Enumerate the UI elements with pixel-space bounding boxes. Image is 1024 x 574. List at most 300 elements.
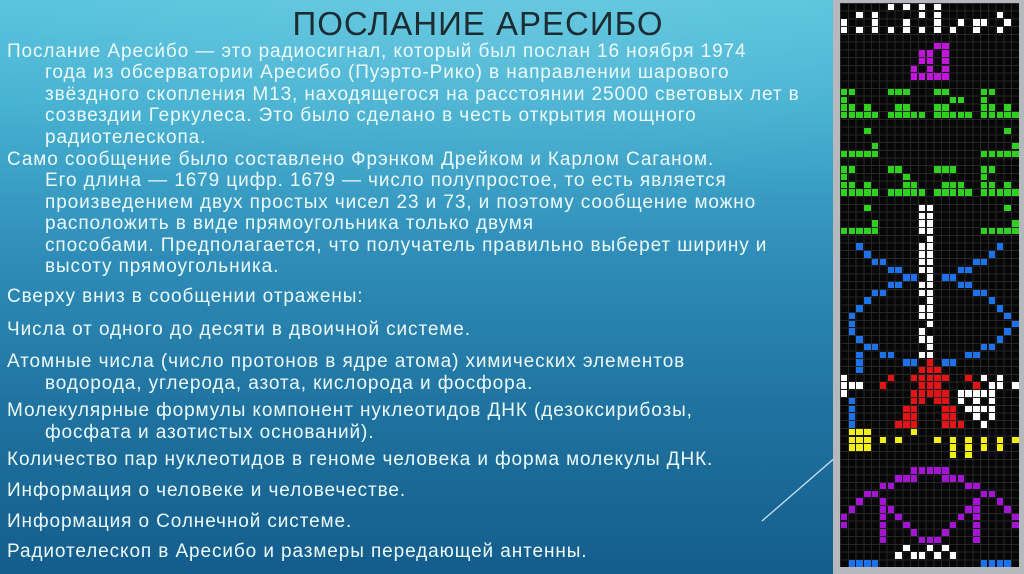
message-pixel xyxy=(849,182,855,188)
message-pixel xyxy=(895,282,901,288)
message-pixel xyxy=(872,151,878,157)
arecibo-message-image xyxy=(833,0,1024,574)
message-pixel xyxy=(965,452,971,458)
message-pixel xyxy=(1004,313,1010,319)
message-pixel xyxy=(841,27,847,33)
message-pixel xyxy=(919,390,925,396)
message-pixel xyxy=(849,328,855,334)
message-pixel xyxy=(919,259,925,265)
message-pixel xyxy=(919,243,925,249)
message-pixel xyxy=(965,444,971,450)
message-pixel xyxy=(864,128,870,134)
message-pixel xyxy=(927,290,933,296)
message-pixel xyxy=(903,27,909,33)
message-pixel xyxy=(927,359,933,365)
message-pixel xyxy=(942,390,948,396)
message-pixel xyxy=(927,228,933,234)
paragraph-6 xyxy=(7,400,837,443)
message-pixel xyxy=(903,475,909,481)
message-pixel xyxy=(864,437,870,443)
message-pixel xyxy=(927,205,933,211)
message-pixel xyxy=(1004,19,1010,25)
message-pixel xyxy=(841,166,847,172)
message-pixel xyxy=(942,182,948,188)
message-pixel xyxy=(950,166,956,172)
message-pixel xyxy=(849,228,855,234)
message-pixel xyxy=(927,375,933,381)
message-pixel xyxy=(997,382,1003,388)
message-pixel xyxy=(927,73,933,79)
message-pixel xyxy=(841,390,847,396)
message-pixel xyxy=(911,467,917,473)
paragraph-5 xyxy=(7,351,837,394)
message-pixel xyxy=(911,66,917,72)
message-pixel xyxy=(888,267,894,273)
message-pixel xyxy=(919,213,925,219)
message-pixel xyxy=(997,305,1003,311)
message-pixel xyxy=(911,274,917,280)
message-pixel xyxy=(927,313,933,319)
message-pixel xyxy=(997,560,1003,566)
message-pixel xyxy=(1004,189,1010,195)
message-pixel xyxy=(872,344,878,350)
message-pixel xyxy=(965,390,971,396)
message-pixel xyxy=(989,406,995,412)
message-pixel xyxy=(950,413,956,419)
message-pixel xyxy=(981,344,987,350)
message-pixel xyxy=(919,537,925,543)
message-pixel xyxy=(997,437,1003,443)
slide-body xyxy=(7,41,837,572)
message-pixel xyxy=(903,104,909,110)
message-pixel xyxy=(989,166,995,172)
message-pixel xyxy=(981,375,987,381)
message-pixel xyxy=(1012,321,1018,327)
message-pixel xyxy=(888,166,894,172)
message-pixel xyxy=(864,182,870,188)
message-pixel xyxy=(934,375,940,381)
message-pixel xyxy=(973,522,979,528)
message-pixel xyxy=(950,182,956,188)
paragraph-1 xyxy=(7,41,837,148)
message-pixel xyxy=(903,189,909,195)
message-pixel xyxy=(856,352,862,358)
message-pixel xyxy=(856,112,862,118)
paragraph-2-line-2: Его длина — 1679 цифр. 1679 — число полупростое, то есть является xyxy=(45,170,727,192)
message-pixel xyxy=(942,413,948,419)
message-pixel xyxy=(919,4,925,10)
message-pixel xyxy=(989,89,995,95)
message-pixel xyxy=(1004,560,1010,566)
message-pixel xyxy=(981,97,987,103)
message-pixel xyxy=(950,359,956,365)
message-pixel xyxy=(919,58,925,64)
message-pixel xyxy=(841,522,847,528)
message-pixel xyxy=(934,390,940,396)
message-pixel xyxy=(927,267,933,273)
message-pixel xyxy=(864,344,870,350)
message-pixel xyxy=(942,359,948,365)
message-pixel xyxy=(958,112,964,118)
message-pixel xyxy=(965,282,971,288)
message-pixel xyxy=(1012,522,1018,528)
message-pixel xyxy=(880,290,886,296)
message-pixel xyxy=(919,313,925,319)
message-pixel xyxy=(973,382,979,388)
message-pixel xyxy=(919,27,925,33)
message-pixel xyxy=(849,112,855,118)
message-pixel xyxy=(872,143,878,149)
message-pixel xyxy=(981,104,987,110)
message-pixel xyxy=(856,382,862,388)
message-pixel xyxy=(911,406,917,412)
message-pixel xyxy=(989,251,995,257)
message-pixel xyxy=(997,336,1003,342)
message-pixel xyxy=(927,367,933,373)
message-pixel xyxy=(872,19,878,25)
message-pixel xyxy=(849,166,855,172)
paragraph-1-line-1: Послание Ареси́бо — это радиосигнал, который был послан 16 ноября 1974 xyxy=(7,41,747,62)
message-pixel xyxy=(927,66,933,72)
message-pixel xyxy=(989,344,995,350)
message-pixel xyxy=(903,522,909,528)
message-pixel xyxy=(950,444,956,450)
message-pixel xyxy=(903,19,909,25)
message-pixel xyxy=(880,537,886,543)
message-pixel xyxy=(934,19,940,25)
message-pixel xyxy=(888,282,894,288)
message-pixel xyxy=(888,4,894,10)
message-pixel xyxy=(856,12,862,18)
message-pixel xyxy=(950,27,956,33)
message-pixel xyxy=(903,182,909,188)
message-pixel xyxy=(927,382,933,388)
paragraph-6-line-2: фосфата и азотистых оснований). xyxy=(45,421,375,443)
message-pixel xyxy=(942,375,948,381)
message-pixel xyxy=(942,545,948,551)
message-pixel xyxy=(958,390,964,396)
message-pixel xyxy=(864,429,870,435)
message-pixel xyxy=(973,27,979,33)
message-pixel xyxy=(872,189,878,195)
message-pixel xyxy=(981,560,987,566)
message-pixel xyxy=(849,560,855,566)
message-pixel xyxy=(895,552,901,558)
message-pixel xyxy=(895,267,901,273)
message-pixel xyxy=(934,398,940,404)
arecibo-pixel-grid xyxy=(840,3,1019,567)
message-pixel xyxy=(895,89,901,95)
message-pixel xyxy=(950,522,956,528)
message-pixel xyxy=(942,475,948,481)
message-pixel xyxy=(880,437,886,443)
message-pixel xyxy=(888,112,894,118)
message-pixel xyxy=(973,406,979,412)
message-pixel xyxy=(903,406,909,412)
message-pixel xyxy=(888,189,894,195)
message-pixel xyxy=(927,259,933,265)
message-pixel xyxy=(965,352,971,358)
message-pixel xyxy=(958,267,964,273)
message-pixel xyxy=(1004,182,1010,188)
message-pixel xyxy=(927,50,933,56)
paragraph-3-line-1: Сверху вниз в сообщении отражены: xyxy=(7,286,364,308)
message-pixel xyxy=(934,367,940,373)
message-pixel xyxy=(934,467,940,473)
message-pixel xyxy=(965,375,971,381)
message-pixel xyxy=(981,444,987,450)
message-pixel xyxy=(981,491,987,497)
message-pixel xyxy=(841,382,847,388)
message-pixel xyxy=(856,437,862,443)
message-pixel xyxy=(965,267,971,273)
message-pixel xyxy=(849,321,855,327)
message-pixel xyxy=(927,352,933,358)
message-pixel xyxy=(1004,128,1010,134)
message-pixel xyxy=(989,413,995,419)
message-pixel xyxy=(919,50,925,56)
message-pixel xyxy=(895,437,901,443)
message-pixel xyxy=(841,182,847,188)
paragraph-2-line-1: Само сообщение было составлено Фрэнком Дрейком и Карлом Саганом. xyxy=(7,149,715,171)
message-pixel xyxy=(895,475,901,481)
message-pixel xyxy=(981,174,987,180)
message-pixel xyxy=(919,205,925,211)
message-pixel xyxy=(895,514,901,520)
message-pixel xyxy=(919,228,925,234)
message-pixel xyxy=(864,251,870,257)
message-pixel xyxy=(919,305,925,311)
message-pixel xyxy=(911,398,917,404)
message-pixel xyxy=(965,483,971,489)
message-pixel xyxy=(888,506,894,512)
paragraph-1-line-2: года из обсерватории Аресибо (Пуэрто-Рико) в направлении шарового xyxy=(45,62,730,84)
message-pixel xyxy=(872,290,878,296)
message-pixel xyxy=(1004,228,1010,234)
message-pixel xyxy=(934,189,940,195)
message-pixel xyxy=(888,27,894,33)
paragraph-2-line-4: расположить в виде прямоугольника только двумя xyxy=(45,213,534,235)
message-pixel xyxy=(973,352,979,358)
message-pixel xyxy=(919,328,925,334)
message-pixel xyxy=(903,545,909,551)
message-pixel xyxy=(989,382,995,388)
message-pixel xyxy=(1004,205,1010,211)
message-pixel xyxy=(841,112,847,118)
message-pixel xyxy=(856,336,862,342)
message-pixel xyxy=(927,344,933,350)
message-pixel xyxy=(934,437,940,443)
message-pixel xyxy=(950,406,956,412)
message-pixel xyxy=(911,182,917,188)
message-pixel xyxy=(997,27,1003,33)
message-pixel xyxy=(849,413,855,419)
message-pixel xyxy=(997,228,1003,234)
message-pixel xyxy=(864,491,870,497)
message-pixel xyxy=(895,166,901,172)
message-pixel xyxy=(919,336,925,342)
message-pixel xyxy=(989,560,995,566)
message-pixel xyxy=(942,529,948,535)
message-pixel xyxy=(919,375,925,381)
message-pixel xyxy=(856,27,862,33)
message-pixel xyxy=(927,243,933,249)
message-pixel xyxy=(849,506,855,512)
message-pixel xyxy=(841,375,847,381)
message-pixel xyxy=(903,359,909,365)
message-pixel xyxy=(934,112,940,118)
message-pixel xyxy=(911,429,917,435)
message-pixel xyxy=(911,475,917,481)
message-pixel xyxy=(888,352,894,358)
message-pixel xyxy=(997,444,1003,450)
message-pixel xyxy=(958,421,964,427)
message-pixel xyxy=(872,491,878,497)
message-pixel xyxy=(1004,506,1010,512)
message-pixel xyxy=(872,220,878,226)
message-pixel xyxy=(973,413,979,419)
message-pixel xyxy=(1012,437,1018,443)
message-pixel xyxy=(895,189,901,195)
message-pixel xyxy=(934,166,940,172)
message-pixel xyxy=(864,151,870,157)
message-pixel xyxy=(942,104,948,110)
message-pixel xyxy=(973,498,979,504)
message-pixel xyxy=(934,537,940,543)
message-pixel xyxy=(919,267,925,273)
message-pixel xyxy=(895,104,901,110)
message-pixel xyxy=(934,12,940,18)
message-pixel xyxy=(973,290,979,296)
message-pixel xyxy=(942,43,948,49)
message-pixel xyxy=(880,522,886,528)
message-pixel xyxy=(856,305,862,311)
paragraph-8 xyxy=(7,480,837,501)
message-pixel xyxy=(950,475,956,481)
message-pixel xyxy=(989,151,995,157)
message-pixel xyxy=(981,166,987,172)
message-pixel xyxy=(919,12,925,18)
message-pixel xyxy=(927,251,933,257)
message-pixel xyxy=(989,390,995,396)
message-pixel xyxy=(934,382,940,388)
message-pixel xyxy=(841,19,847,25)
message-pixel xyxy=(927,213,933,219)
message-pixel xyxy=(927,282,933,288)
message-pixel xyxy=(849,189,855,195)
message-pixel xyxy=(849,421,855,427)
message-pixel xyxy=(864,444,870,450)
message-pixel xyxy=(958,514,964,520)
message-pixel xyxy=(965,189,971,195)
message-pixel xyxy=(942,73,948,79)
message-pixel xyxy=(919,282,925,288)
paragraph-2-line-3: произведением двух простых чисел 23 и 73, и поэтому сообщение можно xyxy=(45,191,757,213)
message-pixel xyxy=(856,429,862,435)
message-pixel xyxy=(864,297,870,303)
message-pixel xyxy=(919,367,925,373)
message-pixel xyxy=(981,19,987,25)
message-pixel xyxy=(919,220,925,226)
message-pixel xyxy=(864,560,870,566)
message-pixel xyxy=(927,274,933,280)
message-pixel xyxy=(919,189,925,195)
message-pixel xyxy=(911,375,917,381)
slide-title: ПОСЛАНИЕ АРЕСИБО xyxy=(292,5,664,42)
message-pixel xyxy=(997,375,1003,381)
message-pixel xyxy=(958,398,964,404)
message-pixel xyxy=(934,104,940,110)
message-pixel xyxy=(919,382,925,388)
message-pixel xyxy=(856,189,862,195)
paragraph-2 xyxy=(7,149,837,277)
message-pixel xyxy=(934,27,940,33)
message-pixel xyxy=(942,421,948,427)
message-pixel xyxy=(997,112,1003,118)
message-pixel xyxy=(973,483,979,489)
message-pixel xyxy=(919,352,925,358)
message-pixel xyxy=(927,58,933,64)
message-pixel xyxy=(989,228,995,234)
message-pixel xyxy=(880,506,886,512)
paragraph-5-line-1: Атомные числа (число протонов в ядре атома) химических элементов xyxy=(7,351,686,373)
message-pixel xyxy=(942,58,948,64)
message-pixel xyxy=(864,104,870,110)
paragraph-10 xyxy=(7,541,837,562)
message-pixel xyxy=(1012,189,1018,195)
message-pixel xyxy=(911,529,917,535)
message-pixel xyxy=(880,498,886,504)
message-pixel xyxy=(950,274,956,280)
message-pixel xyxy=(950,552,956,558)
message-pixel xyxy=(997,189,1003,195)
message-pixel xyxy=(856,151,862,157)
paragraph-4-line-1: Числа от одного до десяти в двоичной системе. xyxy=(7,318,471,340)
paragraph-1-line-4: созвездии Геркулеса. Это было сделано в честь открытия мощного xyxy=(45,105,697,127)
message-pixel xyxy=(1004,328,1010,334)
message-pixel xyxy=(849,313,855,319)
message-pixel xyxy=(911,552,917,558)
message-pixel xyxy=(872,228,878,234)
message-pixel xyxy=(981,89,987,95)
message-pixel xyxy=(841,89,847,95)
message-pixel xyxy=(958,189,964,195)
message-pixel xyxy=(888,89,894,95)
message-pixel xyxy=(934,4,940,10)
message-pixel xyxy=(872,27,878,33)
message-pixel xyxy=(841,97,847,103)
message-pixel xyxy=(856,498,862,504)
message-pixel xyxy=(895,421,901,427)
message-pixel xyxy=(872,259,878,265)
message-pixel xyxy=(973,514,979,520)
message-pixel xyxy=(981,151,987,157)
message-pixel xyxy=(973,537,979,543)
message-pixel xyxy=(965,506,971,512)
message-pixel xyxy=(973,506,979,512)
paragraph-3 xyxy=(7,286,837,307)
message-pixel xyxy=(942,274,948,280)
message-pixel xyxy=(989,297,995,303)
message-pixel xyxy=(981,406,987,412)
message-pixel xyxy=(997,151,1003,157)
message-pixel xyxy=(864,205,870,211)
message-pixel xyxy=(981,421,987,427)
message-pixel xyxy=(1012,112,1018,118)
paragraph-2-line-5: способами. Предполагается, что получатель правильно выберет ширину и xyxy=(45,234,768,256)
message-pixel xyxy=(849,437,855,443)
message-pixel xyxy=(950,437,956,443)
